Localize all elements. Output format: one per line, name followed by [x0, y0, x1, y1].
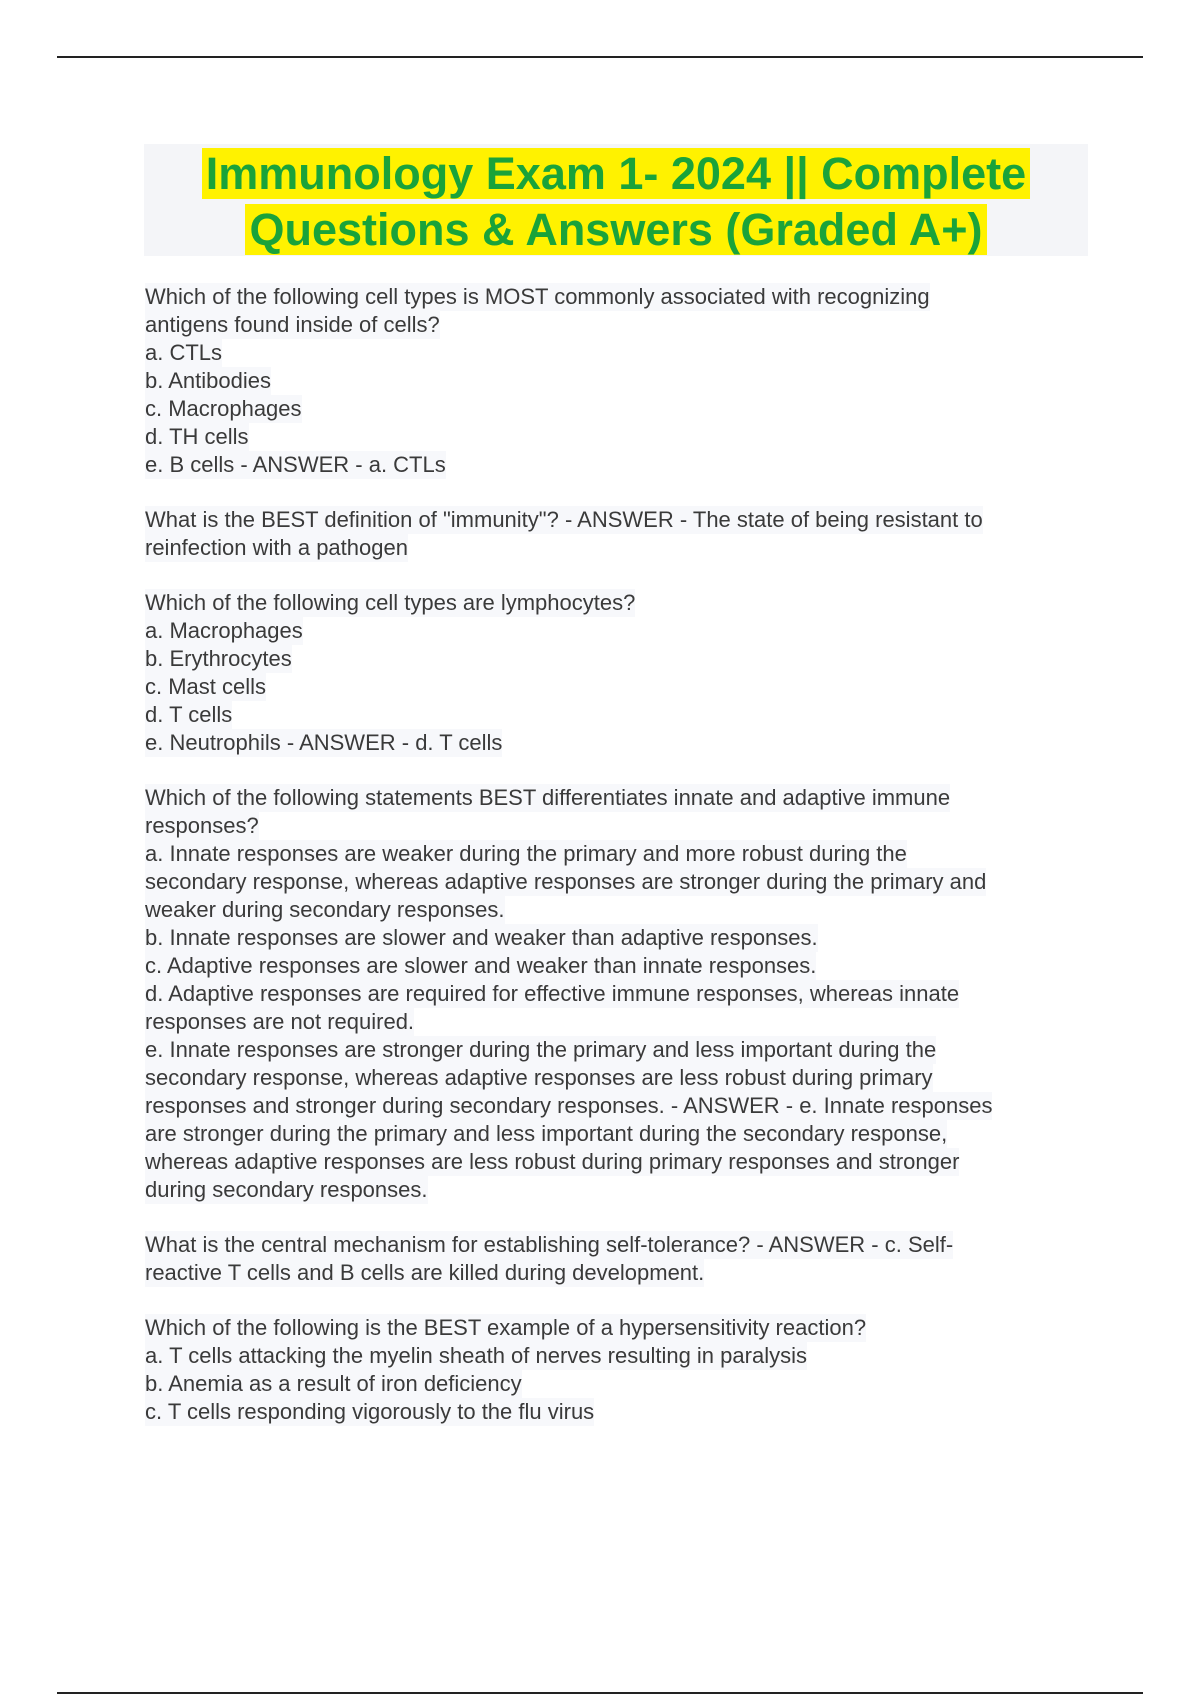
text-line: c. Mast cells	[145, 674, 267, 699]
top-rule	[57, 56, 1143, 58]
text-line: b. Antibodies	[145, 368, 271, 393]
text-line: e. Neutrophils - ANSWER - d. T cells	[145, 730, 503, 755]
qa-block-4	[145, 784, 1090, 1204]
text-line: secondary response, whereas adaptive responses are less robust during primary	[145, 1065, 933, 1090]
text-line: a. Innate responses are weaker during the primary and more robust during the	[145, 841, 907, 866]
text-line: a. CTLs	[145, 340, 223, 365]
qa-block-2	[145, 506, 1090, 562]
text-line: What is the BEST definition of "immunity"? - ANSWER - The state of being resistant to	[145, 507, 983, 532]
text-line: d. T cells	[145, 702, 233, 727]
text-line: antigens found inside of cells?	[145, 312, 440, 337]
text-line: What is the central mechanism for establishing self-tolerance? - ANSWER - c. Self-	[145, 1232, 954, 1257]
text-line: b. Anemia as a result of iron deficiency	[145, 1371, 522, 1396]
text-line: e. B cells - ANSWER - a. CTLs	[145, 452, 446, 477]
title-line-2: Questions & Answers (Graded A+)	[245, 204, 986, 255]
text-line: a. T cells attacking the myelin sheath of nerves resulting in paralysis	[145, 1343, 807, 1368]
text-line: are stronger during the primary and less important during the secondary response,	[145, 1121, 948, 1146]
text-line: responses are not required.	[145, 1009, 415, 1034]
text-line: c. T cells responding vigorously to the flu virus	[145, 1399, 595, 1424]
qa-block-3	[145, 589, 1090, 757]
text-line: reinfection with a pathogen	[145, 535, 408, 560]
text-line: b. Erythrocytes	[145, 646, 292, 671]
text-line: d. Adaptive responses are required for effective immune responses, whereas innate	[145, 981, 960, 1006]
text-line: responses?	[145, 813, 259, 838]
text-line: whereas adaptive responses are less robust during primary responses and stronger	[145, 1149, 960, 1174]
text-line: b. Innate responses are slower and weaker than adaptive responses.	[145, 925, 818, 950]
text-line: a. Macrophages	[145, 618, 303, 643]
text-line: Which of the following cell types is MOST commonly associated with recognizing	[145, 284, 930, 309]
qa-block-6	[145, 1314, 1090, 1426]
text-line: weaker during secondary responses.	[145, 897, 505, 922]
text-line: e. Innate responses are stronger during the primary and less important during the	[145, 1037, 937, 1062]
text-line: c. Adaptive responses are slower and weaker than innate responses.	[145, 953, 817, 978]
text-line: Which of the following statements BEST differentiates innate and adaptive immune	[145, 785, 951, 810]
text-line: Which of the following is the BEST example of a hypersensitivity reaction?	[145, 1315, 867, 1340]
document-body	[145, 283, 1090, 1453]
text-line: reactive T cells and B cells are killed during development.	[145, 1260, 705, 1285]
text-line: during secondary responses.	[145, 1177, 428, 1202]
text-line: secondary response, whereas adaptive responses are stronger during the primary and	[145, 869, 987, 894]
text-line: responses and stronger during secondary responses. - ANSWER - e. Innate responses	[145, 1093, 993, 1118]
qa-block-5	[145, 1231, 1090, 1287]
text-line: d. TH cells	[145, 424, 249, 449]
text-line: Which of the following cell types are lymphocytes?	[145, 590, 636, 615]
document-title	[144, 144, 1088, 256]
qa-block-1	[145, 283, 1090, 479]
bottom-rule	[57, 1692, 1143, 1694]
title-line-1: Immunology Exam 1- 2024 || Complete	[202, 148, 1030, 199]
text-line: c. Macrophages	[145, 396, 302, 421]
